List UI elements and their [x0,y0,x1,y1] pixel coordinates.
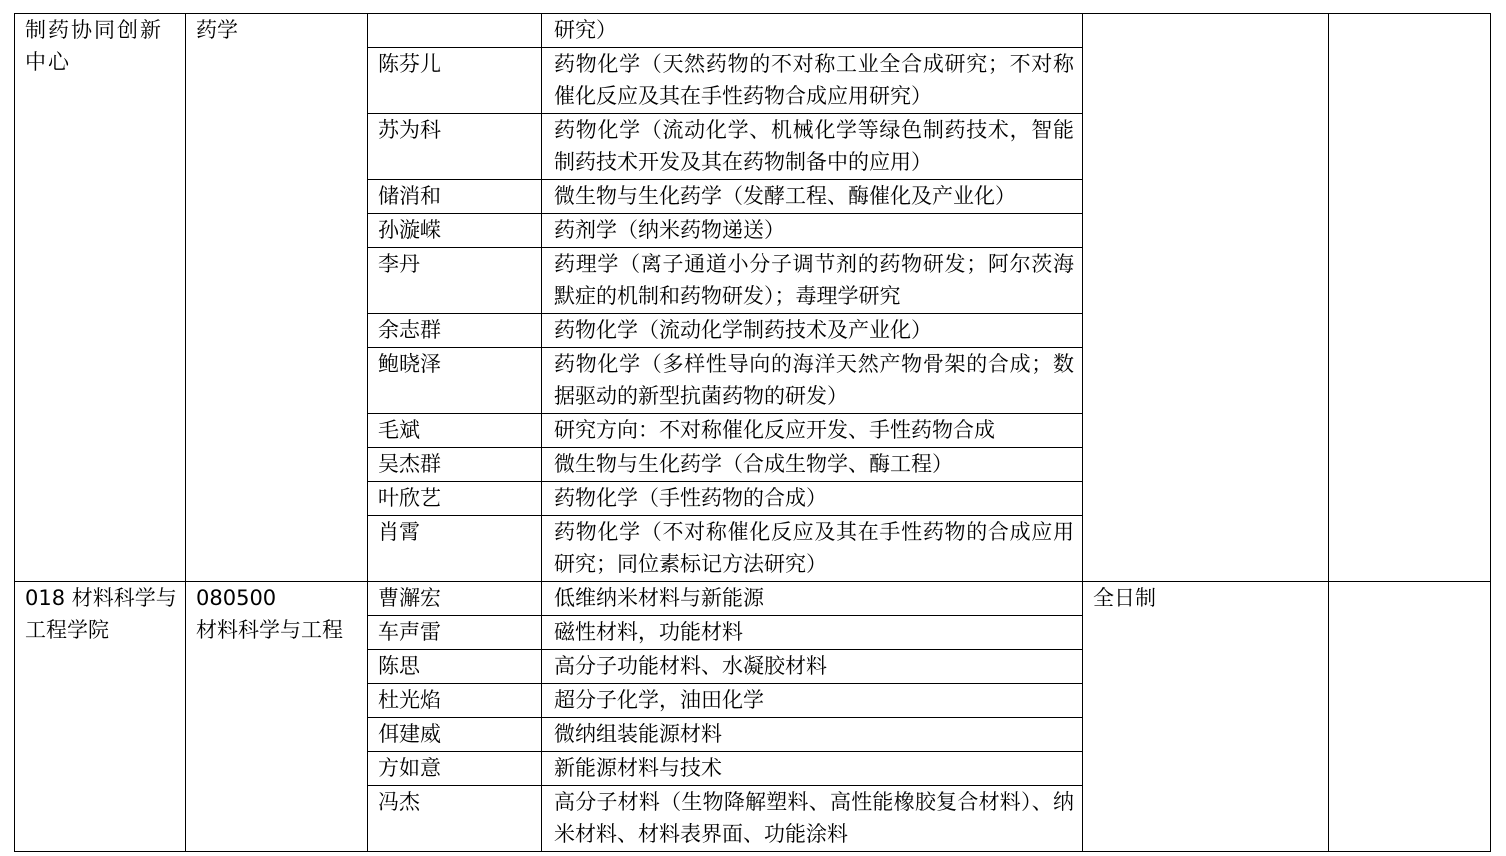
advisor-cell: 苏为科 [368,114,542,180]
direction-cell: 药物化学（流动化学制药技术及产业化） [542,314,1083,348]
advisor-cell: 陈思 [368,650,542,684]
advisor-cell: 车声雷 [368,616,542,650]
major-cell [186,582,368,852]
direction-cell: 微纳组装能源材料 [542,718,1083,752]
direction-cell: 药物化学（天然药物的不对称工业全合成研究；不对称催化反应及其在手性药物合成应用研究） [542,48,1083,114]
direction-cell: 药剂学（纳米药物递送） [542,214,1083,248]
major-code: 080500 [196,586,277,610]
advisor-cell: 陈芬儿 [368,48,542,114]
direction-cell: 药物化学（不对称催化反应及其在手性药物的合成应用研究；同位素标记方法研究） [542,516,1083,582]
advisor-cell [368,14,542,48]
major-cell: 药学 [186,14,368,582]
table-row [15,582,1491,616]
table-row [15,14,1491,48]
advisor-cell: 储消和 [368,180,542,214]
direction-cell: 磁性材料，功能材料 [542,616,1083,650]
direction-cell: 药物化学（流动化学、机械化学等绿色制药技术，智能制药技术开发及其在药物制备中的应用） [542,114,1083,180]
advisor-cell: 吴杰群 [368,448,542,482]
study-mode-cell: 全日制 [1083,582,1329,852]
advisor-cell: 叶欣艺 [368,482,542,516]
direction-cell: 高分子功能材料、水凝胶材料 [542,650,1083,684]
direction-cell: 研究） [542,14,1083,48]
advisor-cell: 鲍晓泽 [368,348,542,414]
advisor-cell: 曹澥宏 [368,582,542,616]
unit-cell: 制药协同创新中心 [15,14,186,582]
advisor-cell: 余志群 [368,314,542,348]
direction-cell: 高分子材料（生物降解塑料、高性能橡胶复合材料）、纳米材料、材料表界面、功能涂料 [542,786,1083,852]
advisor-cell: 冯杰 [368,786,542,852]
study-mode-cell [1083,14,1329,582]
direction-cell: 低维纳米材料与新能源 [542,582,1083,616]
direction-cell: 药理学（离子通道小分子调节剂的药物研发；阿尔茨海默症的机制和药物研发）；毒理学研究 [542,248,1083,314]
enrollment-table [14,13,1491,852]
advisor-cell: 孙漩嵘 [368,214,542,248]
advisor-cell: 肖霄 [368,516,542,582]
unit-cell: 018 材料科学与工程学院 [15,582,186,852]
advisor-cell: 佴建威 [368,718,542,752]
direction-cell: 超分子化学，油田化学 [542,684,1083,718]
direction-cell: 药物化学（多样性导向的海洋天然产物骨架的合成；数据驱动的新型抗菌药物的研发） [542,348,1083,414]
advisor-cell: 方如意 [368,752,542,786]
advisor-cell: 杜光焰 [368,684,542,718]
remarks-cell [1329,582,1491,852]
advisor-cell: 李丹 [368,248,542,314]
remarks-cell [1329,14,1491,582]
direction-cell: 微生物与生化药学（合成生物学、酶工程） [542,448,1083,482]
major-name: 材料科学与工程 [196,618,343,642]
advisor-cell: 毛斌 [368,414,542,448]
direction-cell: 新能源材料与技术 [542,752,1083,786]
direction-cell: 微生物与生化药学（发酵工程、酶催化及产业化） [542,180,1083,214]
direction-cell: 药物化学（手性药物的合成） [542,482,1083,516]
direction-cell: 研究方向：不对称催化反应开发、手性药物合成 [542,414,1083,448]
